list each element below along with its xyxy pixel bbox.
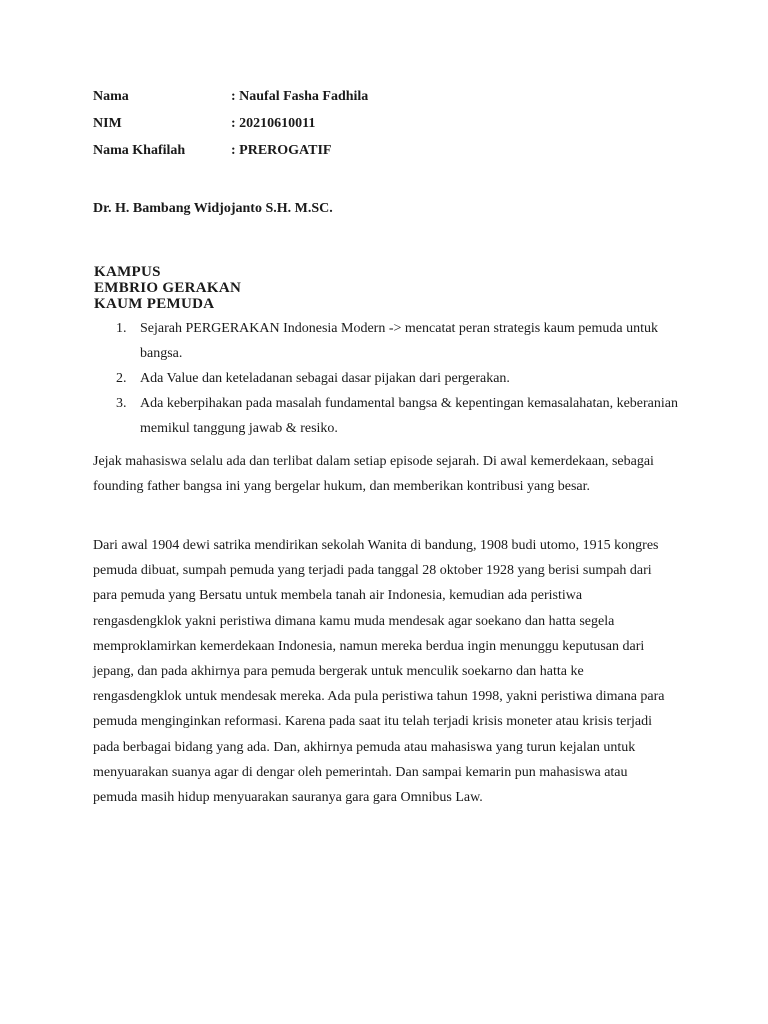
list-item: [0, 391, 768, 441]
numbered-list: [0, 316, 768, 441]
info-label-khafilah: Nama Khafilah: [93, 143, 186, 158]
info-label-nama: Nama: [93, 89, 129, 104]
list-item: [0, 366, 768, 391]
section-heading: [94, 264, 241, 312]
info-value-nim: : 20210610011: [231, 116, 316, 131]
info-value-khafilah: : PREROGATIF: [231, 143, 332, 158]
info-value-nama: : Naufal Fasha Fadhila: [231, 89, 369, 104]
paragraph-1: Jejak mahasiswa selalu ada dan terlibat dalam setiap episode sejarah. Di awal kemerdekaan, sebagai founding father bangsa ini yang bergelar hukum, dan memberikan kontribusi yang besar.: [93, 454, 654, 495]
list-item-text: Ada Value dan keteladanan sebagai dasar pijakan dari pergerakan.: [140, 371, 510, 386]
list-item-number: 2.: [116, 371, 127, 386]
list-item: [0, 316, 768, 366]
list-item-number: 1.: [116, 321, 127, 336]
info-label-nim: NIM: [93, 116, 122, 131]
lecturer-name: Dr. H. Bambang Widjojanto S.H. M.SC.: [93, 201, 333, 216]
heading-line-3: KAUM PEMUDA: [94, 296, 215, 312]
list-item-text: Sejarah PERGERAKAN Indonesia Modern -> mencatat peran strategis kaum pemuda untuk bangsa.: [140, 321, 658, 361]
heading-line-2: EMBRIO GERAKAN: [94, 280, 242, 296]
paragraph-2: Dari awal 1904 dewi satrika mendirikan sekolah Wanita di bandung, 1908 budi utomo, 1915 kongres pemuda dibuat, sumpah pemuda yang terjadi pada tanggal 28 oktober 1928 yang berisi sumpah dari para pemuda yang Bersatu untuk membela tanah air Indonesia, kemudian ada peristiwa rengasdengklok yakni peristiwa dimana kamu muda mendesak agar soekano dan hatta segela memproklamirkan kemerdekaan Indonesia, namun mereka berdua ingin menunggu keputusan dari jepang, dan pada akhirnya para pemuda bergerak untuk menculik soekarno dan hatta ke rengasdengklok untuk mendesak mereka. Ada pula peristiwa tahun 1998, yakni peristiwa dimana para pemuda menginginkan reformasi. Karena pada saat itu telah terjadi krisis moneter atau krisis terjadi pada berbagai bidang yang ada. Dan, akhirnya pemuda atau mahasiswa yang turun kejalan untuk menyuarakan suanya agar di dengar oleh pemerintah. Dan sampai kemarin pun mahasiswa atau pemuda masih hidup menyuarakan sauranya gara gara Omnibus Law.: [93, 538, 665, 806]
list-item-number: 3.: [116, 396, 127, 411]
list-item-text: Ada keberpihakan pada masalah fundamental bangsa & kepentingan kemasalahatan, keberanian memikul tanggung jawab & resiko.: [140, 396, 678, 436]
heading-line-1: KAMPUS: [94, 264, 161, 280]
